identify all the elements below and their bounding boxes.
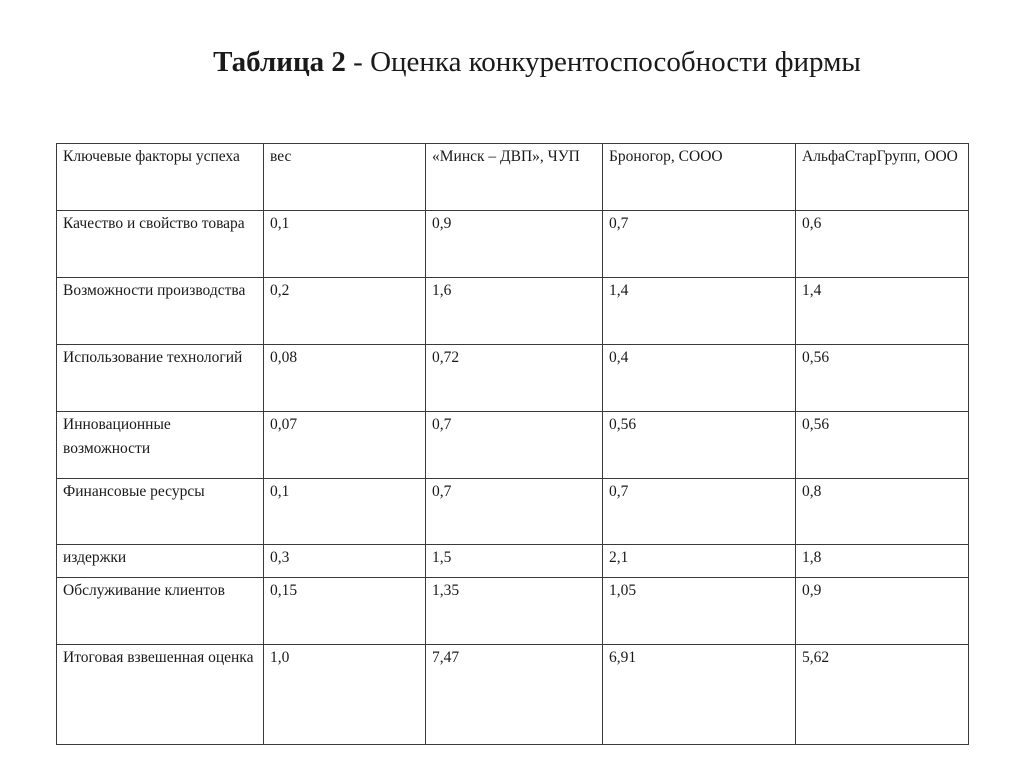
score-cell-minsk-dvp: 0,7 — [426, 479, 603, 545]
weight-cell: 0,1 — [264, 211, 426, 278]
score-cell-bronogor: 1,05 — [603, 578, 796, 645]
score-cell-minsk-dvp: 1,5 — [426, 545, 603, 578]
score-cell-bronogor: 1,4 — [603, 278, 796, 345]
score-cell-alfastargrupp: 1,8 — [796, 545, 969, 578]
score-cell-alfastargrupp: 0,8 — [796, 479, 969, 545]
header-cell-minsk-dvp: «Минск – ДВП», ЧУП — [426, 144, 603, 211]
factor-cell: Итоговая взвешенная оценка — [57, 645, 264, 745]
table-row — [57, 578, 969, 645]
factor-cell: Финансовые ресурсы — [57, 479, 264, 545]
table-row — [57, 345, 969, 412]
weight-cell: 0,15 — [264, 578, 426, 645]
title-table-number: Таблица 2 — [213, 46, 346, 78]
title-text: - Оценка конкурентоспособности фирмы — [345, 46, 861, 78]
competitiveness-table-wrapper — [56, 143, 969, 745]
header-cell-alfastargrupp: АльфаСтарГрупп, ООО — [796, 144, 969, 211]
table-row — [57, 211, 969, 278]
factor-cell: Качество и свойство товара — [57, 211, 264, 278]
score-cell-bronogor: 0,56 — [603, 412, 796, 479]
score-cell-minsk-dvp: 0,7 — [426, 412, 603, 479]
score-cell-bronogor: 0,7 — [603, 479, 796, 545]
factor-cell: Использование технологий — [57, 345, 264, 412]
competitiveness-table — [56, 143, 969, 745]
score-cell-bronogor: 0,7 — [603, 211, 796, 278]
factor-cell: Обслуживание клиентов — [57, 578, 264, 645]
table-row — [57, 545, 969, 578]
score-cell-minsk-dvp: 1,35 — [426, 578, 603, 645]
table-row — [57, 412, 969, 479]
table-header-row — [57, 144, 969, 211]
score-cell-alfastargrupp: 0,56 — [796, 345, 969, 412]
header-cell-weight: вес — [264, 144, 426, 211]
weight-cell: 1,0 — [264, 645, 426, 745]
slide-title — [0, 44, 1024, 80]
score-cell-alfastargrupp: 0,6 — [796, 211, 969, 278]
score-cell-minsk-dvp: 7,47 — [426, 645, 603, 745]
score-cell-bronogor: 0,4 — [603, 345, 796, 412]
factor-cell: издержки — [57, 545, 264, 578]
score-cell-minsk-dvp: 0,72 — [426, 345, 603, 412]
weight-cell: 0,2 — [264, 278, 426, 345]
weight-cell: 0,08 — [264, 345, 426, 412]
score-cell-bronogor: 2,1 — [603, 545, 796, 578]
score-cell-alfastargrupp: 0,56 — [796, 412, 969, 479]
score-cell-alfastargrupp: 1,4 — [796, 278, 969, 345]
table-row — [57, 479, 969, 545]
header-cell-factors: Ключевые факторы успеха — [57, 144, 264, 211]
weight-cell: 0,07 — [264, 412, 426, 479]
score-cell-minsk-dvp: 0,9 — [426, 211, 603, 278]
table-row-total — [57, 645, 969, 745]
header-cell-bronogor: Броногор, СООО — [603, 144, 796, 211]
table-row — [57, 278, 969, 345]
weight-cell: 0,1 — [264, 479, 426, 545]
factor-cell: Инновационные возможности — [57, 412, 264, 479]
score-cell-alfastargrupp: 0,9 — [796, 578, 969, 645]
factor-cell: Возможности производства — [57, 278, 264, 345]
score-cell-bronogor: 6,91 — [603, 645, 796, 745]
score-cell-minsk-dvp: 1,6 — [426, 278, 603, 345]
score-cell-alfastargrupp: 5,62 — [796, 645, 969, 745]
weight-cell: 0,3 — [264, 545, 426, 578]
